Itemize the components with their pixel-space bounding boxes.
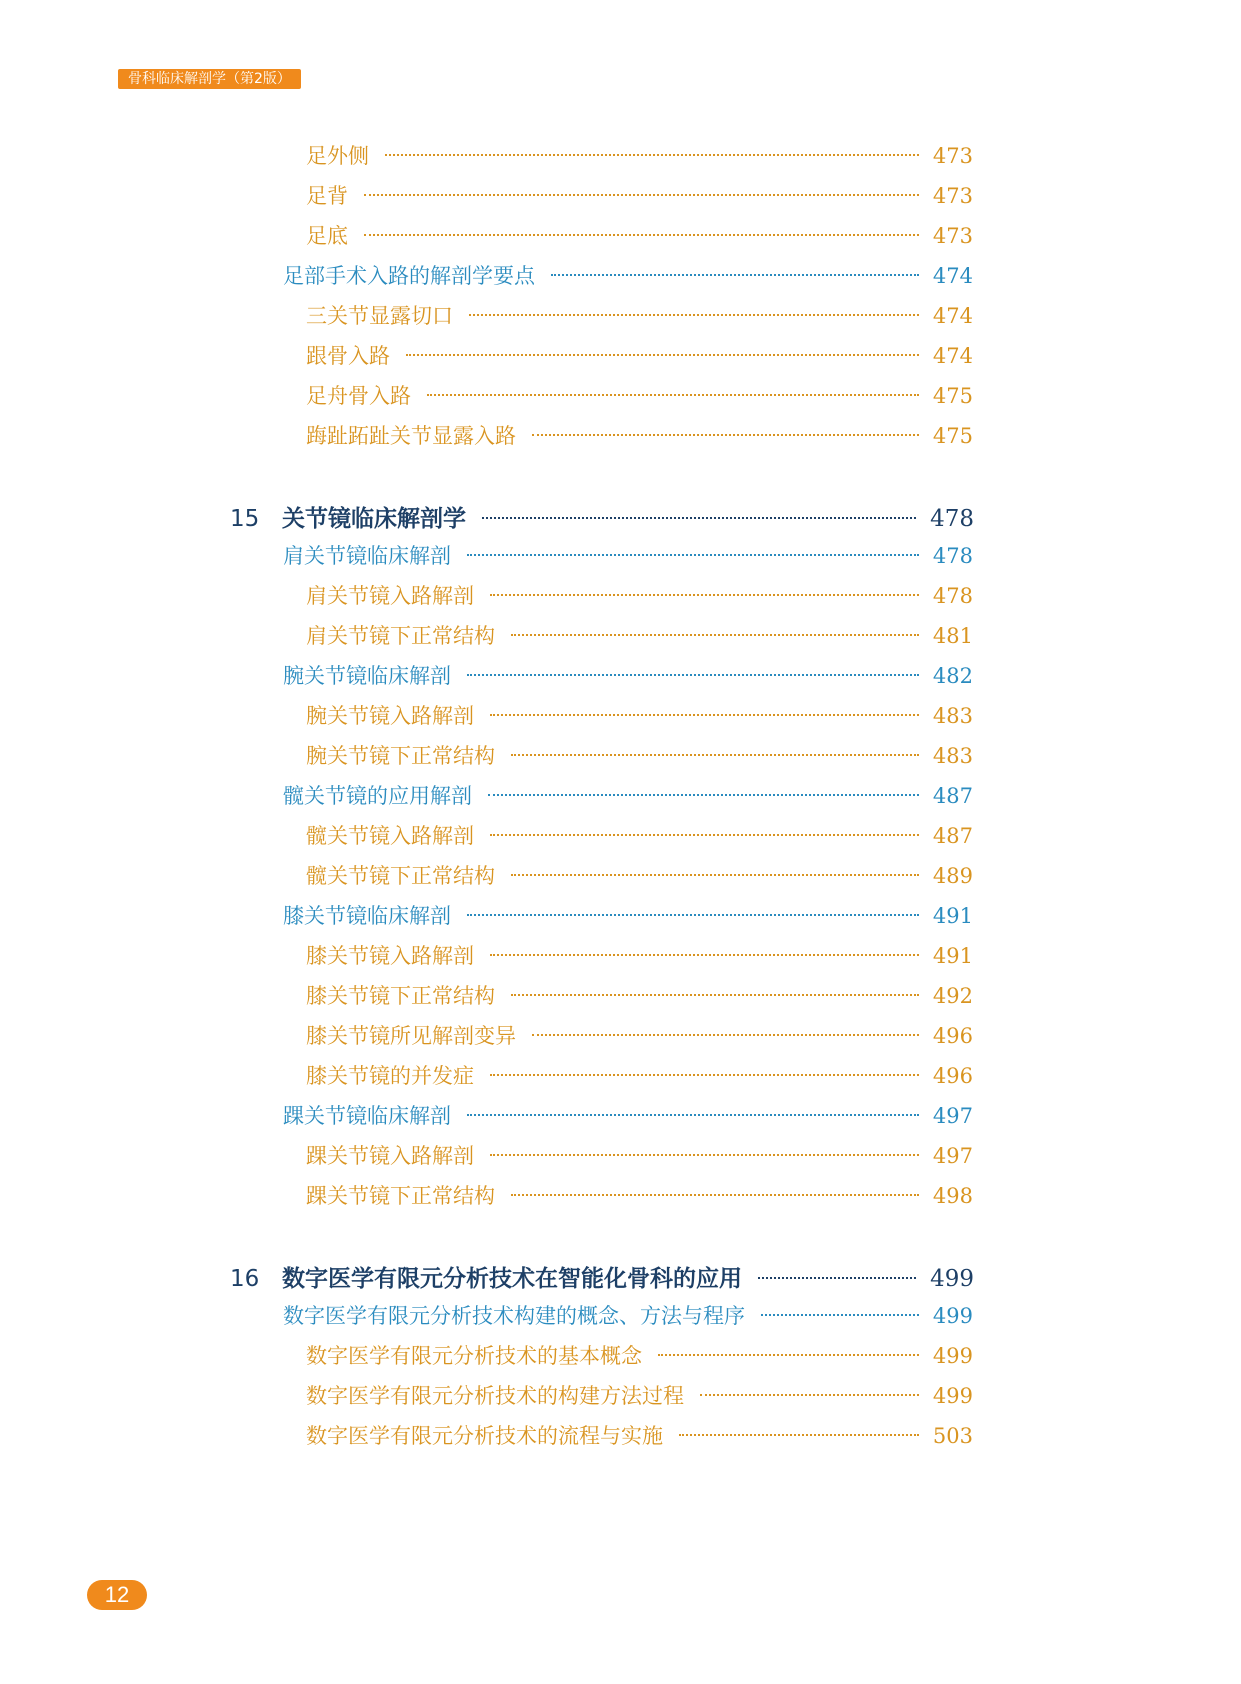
- toc-entry-page: 497: [932, 1144, 973, 1168]
- toc-entry-page: 474: [932, 304, 973, 328]
- toc-entry-page: 487: [932, 824, 973, 848]
- toc-entry-page: 473: [932, 184, 973, 208]
- toc-entry-title: 足舟骨入路: [306, 384, 411, 408]
- toc-entry-title: 足底: [306, 224, 348, 248]
- toc-entry[interactable]: [306, 420, 973, 450]
- dot-leader: [427, 394, 919, 396]
- dot-leader: [490, 834, 919, 836]
- toc-entry-title: 膝关节镜所见解剖变异: [306, 1024, 516, 1048]
- toc-section-entry[interactable]: [283, 1300, 973, 1330]
- toc-entry[interactable]: [306, 140, 973, 170]
- toc-entry-page: 498: [932, 1184, 973, 1208]
- dot-leader: [679, 1434, 919, 1436]
- toc-section-entry[interactable]: [283, 1100, 973, 1130]
- dot-leader: [364, 194, 919, 196]
- toc-entry-title: 髋关节镜的应用解剖: [283, 784, 472, 808]
- toc-entry-page: 478: [932, 544, 973, 568]
- toc-entry[interactable]: [306, 220, 973, 250]
- dot-leader: [551, 274, 919, 276]
- dot-leader: [490, 714, 919, 716]
- toc-entry-title: 膝关节镜临床解剖: [283, 904, 451, 928]
- toc-entry-page: 487: [932, 784, 973, 808]
- toc-entry[interactable]: [306, 1180, 973, 1210]
- toc-entry-page: 474: [932, 344, 973, 368]
- page-number-badge: 12: [87, 1580, 147, 1610]
- dot-leader: [482, 517, 916, 519]
- dot-leader: [511, 994, 919, 996]
- toc-entry[interactable]: [306, 180, 973, 210]
- toc-entry-title: 膝关节镜的并发症: [306, 1064, 474, 1088]
- toc-section-entry[interactable]: [283, 900, 973, 930]
- toc-entry-page: 481: [932, 624, 973, 648]
- toc-entry-title: 踇趾跖趾关节显露入路: [306, 424, 516, 448]
- toc-entry-page: 483: [932, 744, 973, 768]
- toc-entry[interactable]: [306, 940, 973, 970]
- toc-entry-title: 跟骨入路: [306, 344, 390, 368]
- toc-entry[interactable]: [306, 380, 973, 410]
- toc-entry-page: 499: [932, 1344, 973, 1368]
- toc-entry[interactable]: [306, 1380, 973, 1410]
- dot-leader: [364, 234, 919, 236]
- dot-leader: [467, 914, 919, 916]
- toc-entry-title: 髋关节镜下正常结构: [306, 864, 495, 888]
- toc-entry[interactable]: [306, 820, 973, 850]
- dot-leader: [532, 434, 919, 436]
- toc-entry-title: 肩关节镜临床解剖: [283, 544, 451, 568]
- toc-entry-page: 478: [932, 584, 973, 608]
- toc-entry[interactable]: [306, 1340, 973, 1370]
- toc-entry[interactable]: [306, 620, 973, 650]
- toc-entry-title: 数字医学有限元分析技术在智能化骨科的应用: [282, 1266, 742, 1292]
- dot-leader: [490, 594, 919, 596]
- toc-entry-page: 499: [930, 1266, 974, 1292]
- toc-entry[interactable]: [306, 980, 973, 1010]
- toc-entry-page: 491: [932, 904, 973, 928]
- toc-entry-page: 475: [932, 424, 973, 448]
- toc-entry-title: 踝关节镜下正常结构: [306, 1184, 495, 1208]
- toc-entry-page: 483: [932, 704, 973, 728]
- toc-entry-title: 髋关节镜入路解剖: [306, 824, 474, 848]
- toc-entry-page: 499: [932, 1384, 973, 1408]
- toc-section-entry[interactable]: [283, 660, 973, 690]
- toc-entry-page: 499: [932, 1304, 973, 1328]
- toc-entry-title: 数字医学有限元分析技术构建的概念、方法与程序: [283, 1304, 745, 1328]
- dot-leader: [467, 674, 919, 676]
- dot-leader: [469, 314, 919, 316]
- toc-entry-title: 数字医学有限元分析技术的基本概念: [306, 1344, 642, 1368]
- toc-entry[interactable]: [306, 860, 973, 890]
- toc-entry-page: 503: [932, 1424, 973, 1448]
- toc-entry-title: 三关节显露切口: [306, 304, 453, 328]
- toc-entry-page: 497: [932, 1104, 973, 1128]
- toc-entry-title: 足外侧: [306, 144, 369, 168]
- toc-entry[interactable]: [306, 700, 973, 730]
- toc-entry[interactable]: [306, 1020, 973, 1050]
- toc-entry-title: 关节镜临床解剖学: [282, 506, 466, 532]
- toc-entry[interactable]: [306, 580, 973, 610]
- toc-entry[interactable]: [306, 1060, 973, 1090]
- toc-section-entry[interactable]: [283, 260, 973, 290]
- toc-entry-title: 踝关节镜临床解剖: [283, 1104, 451, 1128]
- toc-entry-title: 膝关节镜入路解剖: [306, 944, 474, 968]
- toc-entry-page: 473: [932, 144, 973, 168]
- toc-entry[interactable]: [306, 340, 973, 370]
- toc-entry-title: 肩关节镜入路解剖: [306, 584, 474, 608]
- chapter-number: 16: [230, 1266, 260, 1292]
- dot-leader: [658, 1354, 919, 1356]
- toc-entry-title: 数字医学有限元分析技术的构建方法过程: [306, 1384, 684, 1408]
- toc-section-entry[interactable]: [283, 540, 973, 570]
- toc-entry-page: 482: [932, 664, 973, 688]
- toc-entry-page: 474: [932, 264, 973, 288]
- toc-entry[interactable]: [306, 1420, 973, 1450]
- toc-entry[interactable]: [306, 1140, 973, 1170]
- dot-leader: [490, 1074, 919, 1076]
- toc-chapter-entry[interactable]: [230, 500, 974, 533]
- toc-chapter-entry[interactable]: [230, 1260, 974, 1293]
- dot-leader: [758, 1277, 916, 1279]
- dot-leader: [700, 1394, 919, 1396]
- toc-section-entry[interactable]: [283, 780, 973, 810]
- dot-leader: [490, 1154, 919, 1156]
- toc-entry[interactable]: [306, 300, 973, 330]
- toc-entry-title: 腕关节镜入路解剖: [306, 704, 474, 728]
- dot-leader: [511, 1194, 919, 1196]
- dot-leader: [406, 354, 919, 356]
- toc-entry-page: 475: [932, 384, 973, 408]
- dot-leader: [490, 954, 919, 956]
- toc-entry-title: 肩关节镜下正常结构: [306, 624, 495, 648]
- dot-leader: [488, 794, 919, 796]
- dot-leader: [761, 1314, 919, 1316]
- dot-leader: [467, 1114, 919, 1116]
- toc-entry-page: 496: [932, 1064, 973, 1088]
- toc-entry-title: 足背: [306, 184, 348, 208]
- running-header: 骨科临床解剖学（第2版）: [118, 69, 301, 89]
- toc-entry-page: 491: [932, 944, 973, 968]
- toc-entry[interactable]: [306, 740, 973, 770]
- toc-entry-title: 数字医学有限元分析技术的流程与实施: [306, 1424, 663, 1448]
- toc-entry-page: 473: [932, 224, 973, 248]
- toc-entry-page: 492: [932, 984, 973, 1008]
- toc-entry-page: 489: [932, 864, 973, 888]
- toc-entry-title: 踝关节镜入路解剖: [306, 1144, 474, 1168]
- toc-entry-title: 足部手术入路的解剖学要点: [283, 264, 535, 288]
- toc-entry-title: 腕关节镜临床解剖: [283, 664, 451, 688]
- dot-leader: [467, 554, 919, 556]
- toc-entry-page: 496: [932, 1024, 973, 1048]
- dot-leader: [511, 874, 919, 876]
- toc-entry-title: 腕关节镜下正常结构: [306, 744, 495, 768]
- dot-leader: [532, 1034, 919, 1036]
- chapter-number: 15: [230, 506, 260, 532]
- toc-entry-title: 膝关节镜下正常结构: [306, 984, 495, 1008]
- dot-leader: [511, 634, 919, 636]
- toc-entry-page: 478: [930, 506, 974, 532]
- dot-leader: [511, 754, 919, 756]
- dot-leader: [385, 154, 919, 156]
